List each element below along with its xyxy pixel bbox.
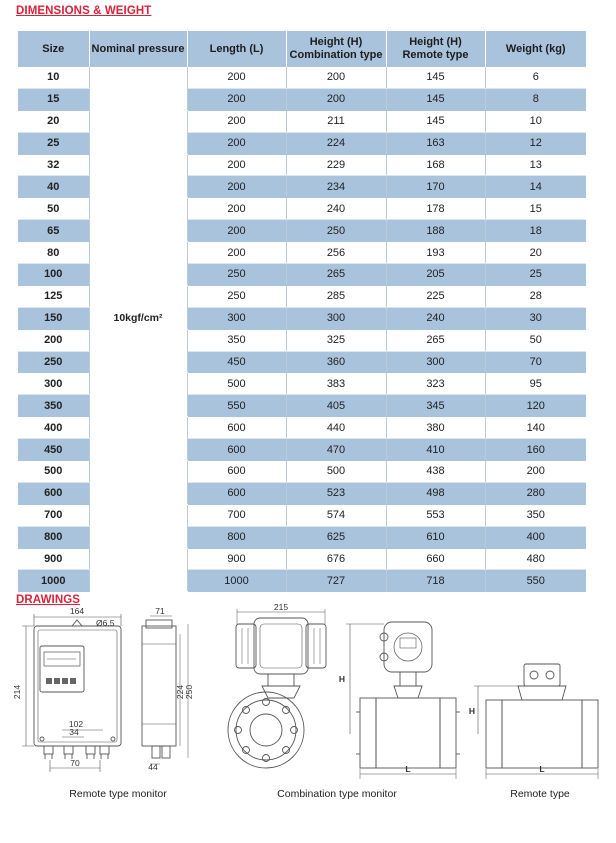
cell-nominal-pressure: 10kgf/cm² bbox=[89, 307, 187, 329]
table-body bbox=[18, 67, 586, 592]
cell-height-combination: 250 bbox=[286, 220, 386, 242]
cell-weight: 480 bbox=[485, 548, 586, 570]
dimensions-weight-title: DIMENSIONS & WEIGHT bbox=[16, 5, 152, 17]
cell-size: 125 bbox=[18, 285, 89, 307]
cell-size: 50 bbox=[18, 198, 89, 220]
cell-height-remote: 498 bbox=[386, 482, 485, 504]
cell-height-combination: 200 bbox=[286, 88, 386, 110]
table-row bbox=[18, 307, 586, 329]
column-header: Nominal pressure bbox=[89, 31, 187, 67]
cell-size: 10 bbox=[18, 67, 89, 88]
cell-size: 80 bbox=[18, 242, 89, 264]
dim-text-215: 215 bbox=[273, 604, 289, 612]
cell-height-combination: 325 bbox=[286, 329, 386, 351]
cell-weight: 28 bbox=[485, 285, 586, 307]
cell-nominal-pressure bbox=[89, 154, 187, 176]
dim-text-L-combination: L bbox=[405, 764, 411, 774]
cell-nominal-pressure bbox=[89, 132, 187, 154]
cell-nominal-pressure bbox=[89, 373, 187, 395]
cell-nominal-pressure bbox=[89, 67, 187, 88]
cell-nominal-pressure bbox=[89, 395, 187, 417]
cell-length: 600 bbox=[187, 439, 286, 461]
cell-size: 250 bbox=[18, 351, 89, 373]
cell-nominal-pressure bbox=[89, 176, 187, 198]
table-row bbox=[18, 351, 586, 373]
table-header-row bbox=[18, 31, 586, 67]
cell-height-combination: 256 bbox=[286, 242, 386, 264]
cell-size: 20 bbox=[18, 110, 89, 132]
technical-drawings-svg bbox=[0, 604, 616, 814]
cell-length: 300 bbox=[187, 307, 286, 329]
cell-length: 200 bbox=[187, 154, 286, 176]
drawings-area bbox=[0, 604, 616, 814]
table-row bbox=[18, 67, 586, 88]
dim-text-70: 70 bbox=[70, 758, 80, 768]
cell-nominal-pressure bbox=[89, 461, 187, 483]
cell-height-remote: 660 bbox=[386, 548, 485, 570]
cell-height-combination: 470 bbox=[286, 439, 386, 461]
cell-size: 500 bbox=[18, 461, 89, 483]
cell-height-combination: 224 bbox=[286, 132, 386, 154]
table-row bbox=[18, 373, 586, 395]
dim-text-214: 214 bbox=[12, 684, 22, 700]
cell-height-remote: 170 bbox=[386, 176, 485, 198]
cell-height-remote: 188 bbox=[386, 220, 485, 242]
cell-height-remote: 410 bbox=[386, 439, 485, 461]
cell-height-remote: 168 bbox=[386, 154, 485, 176]
cell-size: 150 bbox=[18, 307, 89, 329]
cell-length: 200 bbox=[187, 88, 286, 110]
cell-size: 200 bbox=[18, 329, 89, 351]
cell-weight: 70 bbox=[485, 351, 586, 373]
cell-height-combination: 200 bbox=[286, 67, 386, 88]
cell-height-combination: 240 bbox=[286, 198, 386, 220]
combination-monitor-front-drawing bbox=[228, 609, 326, 768]
cell-nominal-pressure bbox=[89, 285, 187, 307]
cell-size: 400 bbox=[18, 417, 89, 439]
dim-text-44: 44 bbox=[148, 762, 158, 772]
table-row bbox=[18, 526, 586, 548]
cell-size: 900 bbox=[18, 548, 89, 570]
cell-length: 500 bbox=[187, 373, 286, 395]
cell-length: 450 bbox=[187, 351, 286, 373]
cell-nominal-pressure bbox=[89, 110, 187, 132]
cell-height-remote: 163 bbox=[386, 132, 485, 154]
caption-combination-type-monitor: Combination type monitor bbox=[277, 788, 397, 800]
cell-weight: 95 bbox=[485, 373, 586, 395]
caption-remote-type-monitor: Remote type monitor bbox=[69, 788, 167, 800]
cell-length: 600 bbox=[187, 482, 286, 504]
table-row bbox=[18, 88, 586, 110]
cell-nominal-pressure bbox=[89, 88, 187, 110]
dim-text-102: 102 bbox=[68, 719, 84, 729]
table-row bbox=[18, 439, 586, 461]
table-row bbox=[18, 395, 586, 417]
remote-type-drawing bbox=[474, 664, 598, 779]
cell-height-remote: 178 bbox=[386, 198, 485, 220]
cell-size: 300 bbox=[18, 373, 89, 395]
cell-weight: 350 bbox=[485, 504, 586, 526]
table-row bbox=[18, 198, 586, 220]
cell-height-combination: 229 bbox=[286, 154, 386, 176]
cell-height-remote: 145 bbox=[386, 88, 485, 110]
cell-nominal-pressure bbox=[89, 329, 187, 351]
cell-nominal-pressure bbox=[89, 570, 187, 592]
cell-length: 200 bbox=[187, 176, 286, 198]
cell-weight: 200 bbox=[485, 461, 586, 483]
table-row bbox=[18, 176, 586, 198]
column-header: Height (H) Combination type bbox=[286, 31, 386, 67]
cell-height-remote: 610 bbox=[386, 526, 485, 548]
table-row bbox=[18, 220, 586, 242]
table-row bbox=[18, 242, 586, 264]
cell-weight: 550 bbox=[485, 570, 586, 592]
cell-length: 200 bbox=[187, 67, 286, 88]
cell-nominal-pressure bbox=[89, 439, 187, 461]
dimensions-table bbox=[18, 31, 586, 592]
cell-size: 32 bbox=[18, 154, 89, 176]
cell-weight: 15 bbox=[485, 198, 586, 220]
cell-length: 200 bbox=[187, 220, 286, 242]
cell-height-combination: 383 bbox=[286, 373, 386, 395]
cell-height-remote: 718 bbox=[386, 570, 485, 592]
column-header: Length (L) bbox=[187, 31, 286, 67]
cell-weight: 400 bbox=[485, 526, 586, 548]
cell-nominal-pressure bbox=[89, 548, 187, 570]
table-row bbox=[18, 570, 586, 592]
cell-height-remote: 225 bbox=[386, 285, 485, 307]
cell-weight: 20 bbox=[485, 242, 586, 264]
dim-text-34: 34 bbox=[69, 727, 79, 737]
cell-weight: 14 bbox=[485, 176, 586, 198]
cell-height-combination: 234 bbox=[286, 176, 386, 198]
cell-weight: 160 bbox=[485, 439, 586, 461]
cell-nominal-pressure bbox=[89, 504, 187, 526]
cell-height-remote: 145 bbox=[386, 67, 485, 88]
cell-height-combination: 265 bbox=[286, 264, 386, 286]
dim-text-224: 224 bbox=[175, 684, 185, 700]
cell-size: 350 bbox=[18, 395, 89, 417]
cell-weight: 12 bbox=[485, 132, 586, 154]
cell-height-remote: 193 bbox=[386, 242, 485, 264]
dim-text-H-remote: H bbox=[468, 706, 476, 716]
cell-length: 600 bbox=[187, 461, 286, 483]
cell-weight: 13 bbox=[485, 154, 586, 176]
cell-height-remote: 438 bbox=[386, 461, 485, 483]
cell-height-remote: 265 bbox=[386, 329, 485, 351]
cell-weight: 280 bbox=[485, 482, 586, 504]
cell-length: 250 bbox=[187, 285, 286, 307]
column-header: Height (H) Remote type bbox=[386, 31, 485, 67]
table-row bbox=[18, 461, 586, 483]
cell-nominal-pressure bbox=[89, 417, 187, 439]
dim-text-hole: Ø6.5 bbox=[96, 618, 115, 628]
cell-length: 200 bbox=[187, 132, 286, 154]
table-row bbox=[18, 329, 586, 351]
cell-height-remote: 300 bbox=[386, 351, 485, 373]
dim-text-164: 164 bbox=[69, 606, 85, 616]
cell-weight: 6 bbox=[485, 67, 586, 88]
table-row bbox=[18, 482, 586, 504]
table-row bbox=[18, 417, 586, 439]
table-row bbox=[18, 132, 586, 154]
cell-weight: 18 bbox=[485, 220, 586, 242]
cell-length: 200 bbox=[187, 198, 286, 220]
cell-size: 40 bbox=[18, 176, 89, 198]
table-row bbox=[18, 285, 586, 307]
column-header: Weight (kg) bbox=[485, 31, 586, 67]
cell-size: 600 bbox=[18, 482, 89, 504]
cell-size: 800 bbox=[18, 526, 89, 548]
cell-height-combination: 574 bbox=[286, 504, 386, 526]
cell-height-combination: 727 bbox=[286, 570, 386, 592]
dim-text-L-remote: L bbox=[539, 764, 545, 774]
cell-length: 900 bbox=[187, 548, 286, 570]
cell-length: 550 bbox=[187, 395, 286, 417]
cell-length: 800 bbox=[187, 526, 286, 548]
drawings-title: DRAWINGS bbox=[16, 594, 81, 606]
cell-weight: 50 bbox=[485, 329, 586, 351]
cell-nominal-pressure bbox=[89, 220, 187, 242]
cell-size: 450 bbox=[18, 439, 89, 461]
cell-length: 700 bbox=[187, 504, 286, 526]
cell-weight: 30 bbox=[485, 307, 586, 329]
cell-height-combination: 440 bbox=[286, 417, 386, 439]
table-row bbox=[18, 154, 586, 176]
cell-height-combination: 405 bbox=[286, 395, 386, 417]
cell-height-combination: 500 bbox=[286, 461, 386, 483]
cell-length: 250 bbox=[187, 264, 286, 286]
cell-length: 1000 bbox=[187, 570, 286, 592]
cell-size: 700 bbox=[18, 504, 89, 526]
cell-weight: 140 bbox=[485, 417, 586, 439]
cell-length: 600 bbox=[187, 417, 286, 439]
cell-nominal-pressure bbox=[89, 264, 187, 286]
table-row bbox=[18, 548, 586, 570]
cell-nominal-pressure bbox=[89, 526, 187, 548]
cell-height-remote: 380 bbox=[386, 417, 485, 439]
cell-height-combination: 285 bbox=[286, 285, 386, 307]
column-header: Size bbox=[18, 31, 89, 67]
cell-weight: 8 bbox=[485, 88, 586, 110]
table-row bbox=[18, 264, 586, 286]
cell-size: 25 bbox=[18, 132, 89, 154]
cell-height-remote: 145 bbox=[386, 110, 485, 132]
table-row bbox=[18, 504, 586, 526]
cell-height-remote: 345 bbox=[386, 395, 485, 417]
cell-height-combination: 360 bbox=[286, 351, 386, 373]
cell-height-remote: 205 bbox=[386, 264, 485, 286]
cell-height-combination: 300 bbox=[286, 307, 386, 329]
cell-length: 350 bbox=[187, 329, 286, 351]
cell-weight: 120 bbox=[485, 395, 586, 417]
cell-length: 200 bbox=[187, 242, 286, 264]
cell-height-remote: 323 bbox=[386, 373, 485, 395]
cell-height-combination: 523 bbox=[286, 482, 386, 504]
cell-height-combination: 625 bbox=[286, 526, 386, 548]
cell-size: 1000 bbox=[18, 570, 89, 592]
cell-nominal-pressure bbox=[89, 351, 187, 373]
caption-remote-type: Remote type bbox=[510, 788, 570, 800]
table-row bbox=[18, 110, 586, 132]
cell-nominal-pressure bbox=[89, 198, 187, 220]
cell-weight: 25 bbox=[485, 264, 586, 286]
cell-height-combination: 211 bbox=[286, 110, 386, 132]
dim-text-H-combination: H bbox=[338, 674, 346, 684]
cell-height-combination: 676 bbox=[286, 548, 386, 570]
cell-size: 65 bbox=[18, 220, 89, 242]
cell-height-remote: 240 bbox=[386, 307, 485, 329]
cell-size: 100 bbox=[18, 264, 89, 286]
cell-size: 15 bbox=[18, 88, 89, 110]
dim-text-71: 71 bbox=[155, 606, 165, 616]
remote-monitor-front-drawing bbox=[22, 614, 121, 772]
combination-monitor-side-drawing bbox=[346, 622, 460, 779]
cell-height-remote: 553 bbox=[386, 504, 485, 526]
cell-nominal-pressure bbox=[89, 482, 187, 504]
cell-weight: 10 bbox=[485, 110, 586, 132]
cell-nominal-pressure bbox=[89, 242, 187, 264]
cell-length: 200 bbox=[187, 110, 286, 132]
dim-text-250: 250 bbox=[184, 684, 194, 700]
